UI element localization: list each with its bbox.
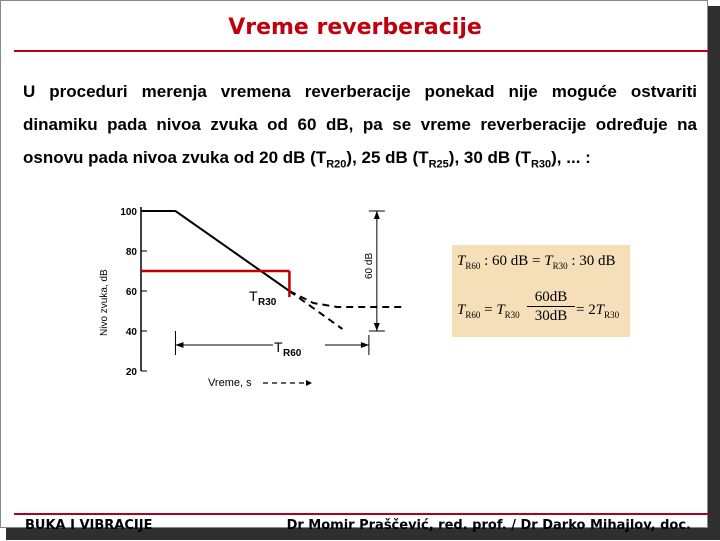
footer-divider bbox=[14, 513, 709, 515]
tr60-sub: R60 bbox=[283, 348, 302, 359]
line3-text-a: osnovu pada nivoa zvuka od 20 dB (T bbox=[23, 148, 327, 167]
formula-sub: R30 bbox=[504, 310, 520, 320]
formula-text: : 30 dB bbox=[567, 253, 616, 269]
line3-text-c: ), 30 dB (T bbox=[448, 148, 531, 167]
level-60db-arrow-top bbox=[374, 211, 380, 219]
tr30-sub: R30 bbox=[258, 297, 277, 308]
footer-course: BUKA I VIBRACIJE bbox=[25, 518, 153, 533]
fraction-numerator: 60dB bbox=[527, 289, 575, 307]
formula-sub: R60 bbox=[465, 310, 481, 320]
formula-sub: R60 bbox=[465, 261, 481, 271]
x-axis-label: Vreme, s bbox=[208, 377, 252, 389]
level-60db-label: 60 dB bbox=[363, 252, 375, 279]
decay-curve-series-1 bbox=[289, 291, 406, 307]
line3-text-d: ), ... : bbox=[551, 148, 591, 167]
y-tick-label: 40 bbox=[125, 327, 137, 338]
tr30-label: T bbox=[249, 288, 258, 304]
y-tick-label: 60 bbox=[125, 287, 137, 298]
tr60-label: T bbox=[274, 339, 283, 355]
y-axis-label: Nivo zvuka, dB bbox=[99, 269, 110, 336]
formula-text: = bbox=[480, 302, 497, 318]
sub-r25: R25 bbox=[428, 158, 449, 171]
fraction-denominator: 30dB bbox=[534, 308, 568, 324]
paragraph-line-2: dinamiku pada nivoa zvuka od 60 dB, pa se vreme reverberacije određuje na bbox=[23, 115, 697, 134]
sub-r20: R20 bbox=[326, 158, 347, 171]
sub-r30: R30 bbox=[530, 158, 552, 171]
decay-curve-series-2 bbox=[289, 291, 342, 329]
tr60-arrow-right bbox=[361, 342, 369, 348]
level-60db-arrow-bottom bbox=[374, 323, 380, 331]
paragraph-line-1: U proceduri merenja vremena reverberacije ponekad nije moguće ostvariti bbox=[23, 82, 697, 101]
decay-curve-series-0 bbox=[141, 211, 289, 291]
formula-t: T bbox=[457, 253, 466, 269]
formula-text: : 60 dB = bbox=[480, 253, 545, 269]
tr60-arrow-left bbox=[175, 342, 183, 348]
y-tick-label: 20 bbox=[125, 367, 137, 378]
x-axis-arrowhead bbox=[306, 380, 312, 386]
formula-line-2-right bbox=[576, 302, 619, 320]
slide-title: Vreme reverberacije bbox=[228, 15, 482, 40]
formula-sub: R30 bbox=[604, 310, 620, 320]
formula-t: T bbox=[496, 302, 505, 318]
formula-t: T bbox=[457, 302, 466, 318]
footer-authors: Dr Momir Praščević, red. prof. / Dr Darko Mihajlov, doc. bbox=[286, 518, 691, 533]
formula-line-1 bbox=[457, 253, 616, 271]
formula-fraction bbox=[527, 289, 575, 326]
y-tick-label: 80 bbox=[125, 247, 137, 258]
formula-sub: R30 bbox=[552, 261, 568, 271]
formula-t: T bbox=[544, 253, 553, 269]
formula-box bbox=[452, 245, 630, 337]
formula-text: = 2 bbox=[576, 302, 596, 318]
formula-t: T bbox=[595, 302, 605, 318]
formula-line-2-left bbox=[457, 302, 520, 320]
line3-text-b: ), 25 dB (T bbox=[346, 148, 429, 167]
y-tick-label: 100 bbox=[120, 207, 137, 218]
